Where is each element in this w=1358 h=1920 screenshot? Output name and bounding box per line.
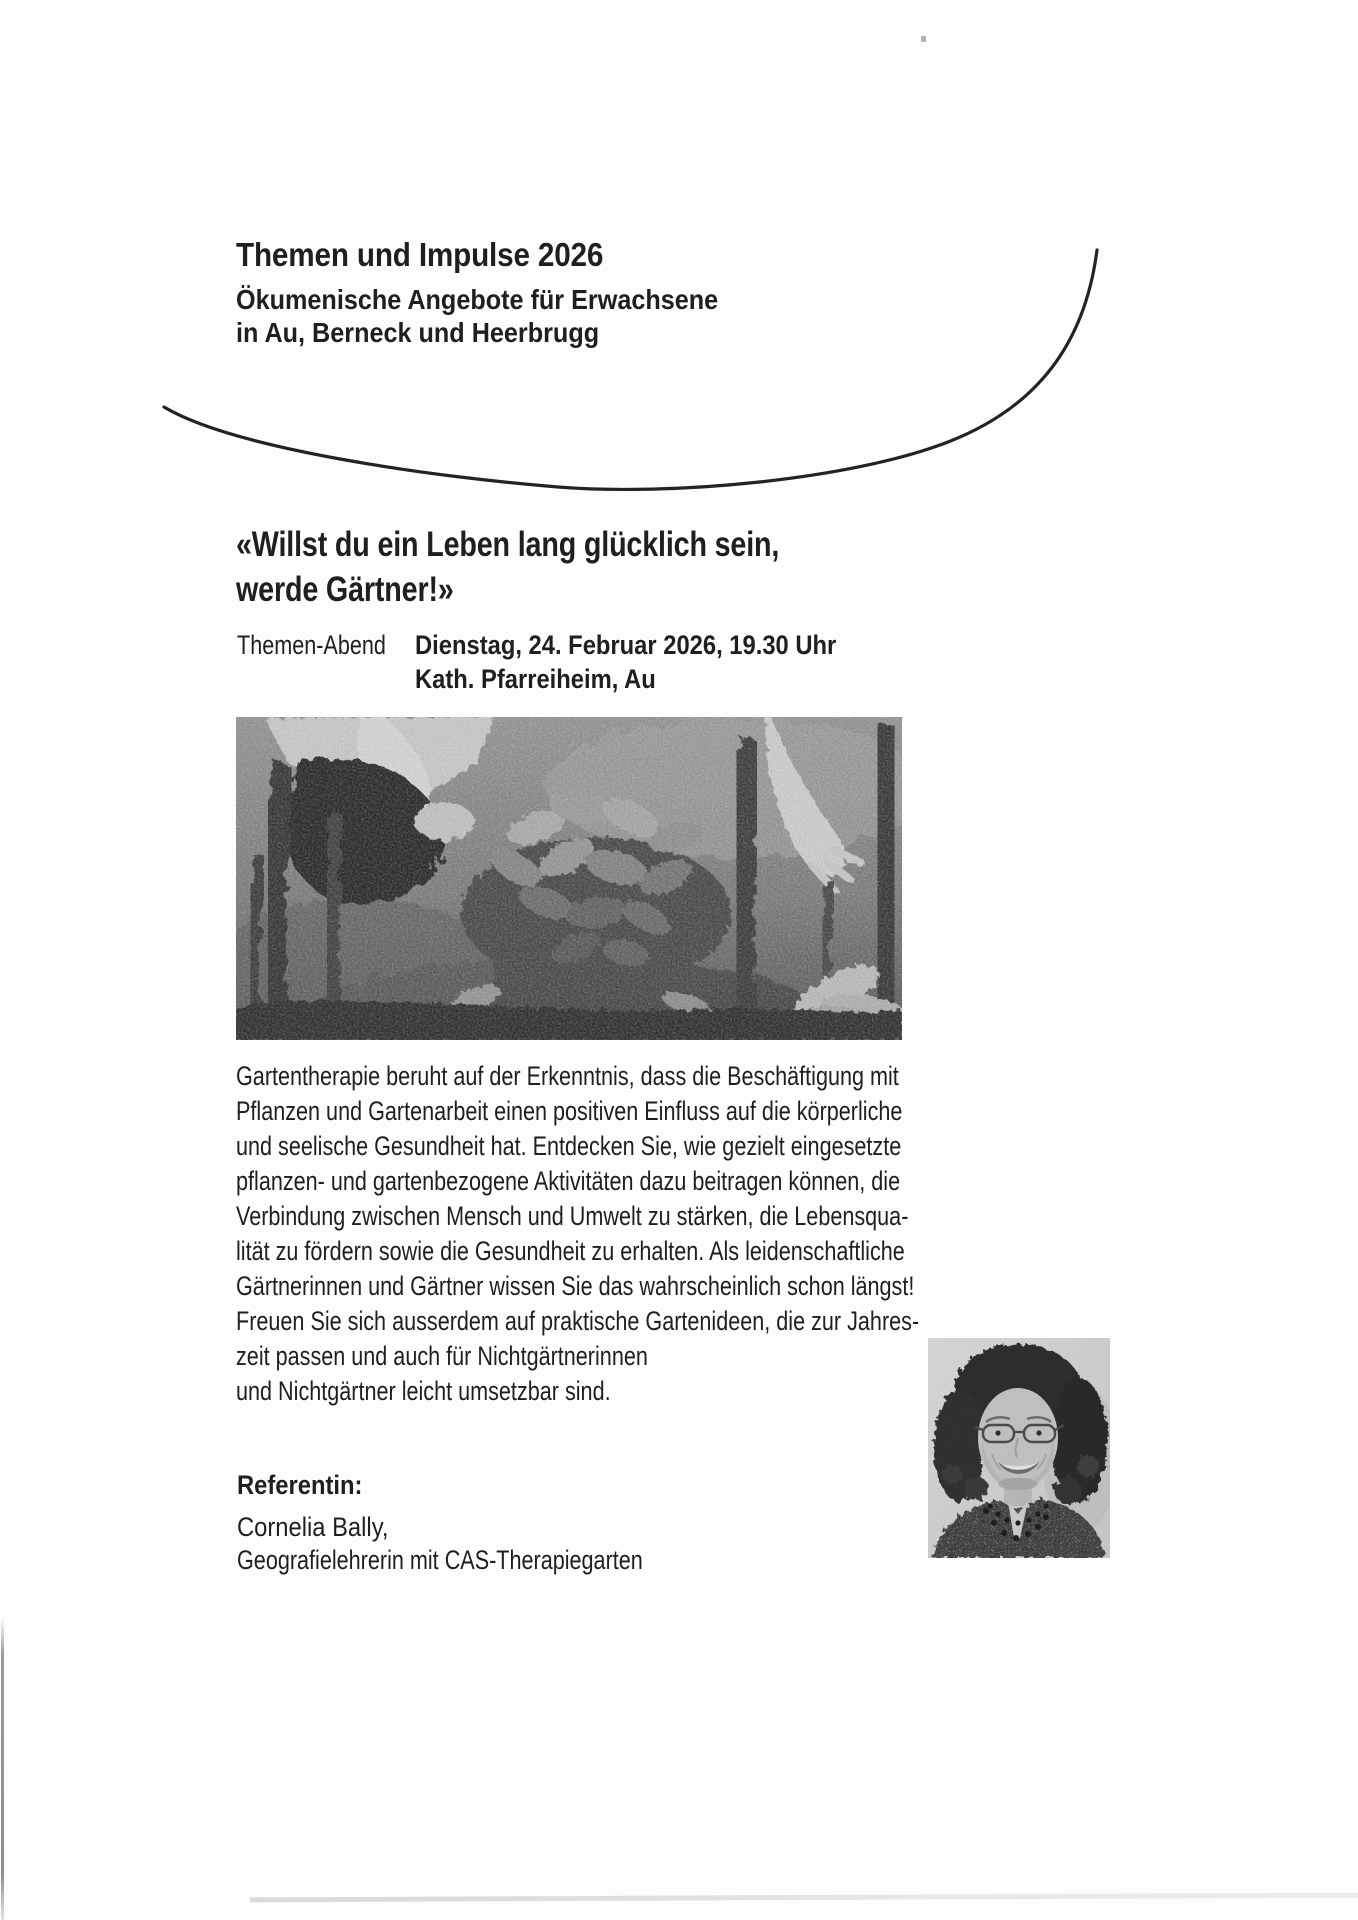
event-title: [236, 522, 898, 612]
portrait-photo-graphic: [928, 1338, 1110, 1558]
body-line-8: Freuen Sie sich ausserdem auf praktische Gartenideen, die zur Jahres-: [236, 1306, 920, 1336]
speaker-name: Cornelia Bally,: [237, 1512, 389, 1542]
header-subtitle-line1: Ökumenische Angebote für Erwachsene: [236, 284, 719, 315]
portrait-photo: [928, 1338, 1110, 1558]
body-line-6: lität zu fördern sowie die Gesundheit zu erhalten. Als leidenschaftliche: [236, 1236, 905, 1266]
body-line-7: Gärtnerinnen und Gärtner wissen Sie das wahrscheinlich schon längst!: [236, 1271, 915, 1301]
garden-photo: [236, 717, 902, 1040]
body-line-5: Verbindung zwischen Mensch und Umwelt zu stärken, die Lebensqua-: [236, 1201, 909, 1231]
body-line-2: Pflanzen und Gartenarbeit einen positiven Einfluss auf die körperliche: [236, 1096, 903, 1126]
body-line-1: Gartentherapie beruht auf der Erkenntnis, dass die Beschäftigung mit: [236, 1061, 899, 1091]
header-title-row: [236, 236, 644, 274]
body-line-9: zeit passen und auch für Nichtgärtnerinnen: [236, 1341, 648, 1371]
event-type-label: Themen-Abend: [237, 630, 386, 660]
garden-photo-graphic: [236, 717, 902, 1040]
event-title-line2: werde Gärtner!»: [236, 570, 454, 609]
header-subtitle-line2: in Au, Berneck und Heerbrugg: [236, 317, 600, 348]
scan-streak-artifact: [250, 1893, 1358, 1903]
event-date-location: [415, 628, 894, 696]
scan-speck-artifact: [921, 36, 926, 42]
body-line-3: und seelische Gesundheit hat. Entdecken Sie, wie gezielt eingesetzte: [236, 1131, 902, 1161]
speaker-heading: Referentin:: [237, 1470, 363, 1500]
event-datetime: Dienstag, 24. Februar 2026, 19.30 Uhr: [415, 630, 837, 660]
event-location: Kath. Pfarreiheim, Au: [415, 664, 656, 694]
header-title: Themen und Impulse 2026: [236, 236, 604, 273]
event-title-line1: «Willst du ein Leben lang glücklich sein,: [236, 525, 780, 564]
scan-edge-line-artifact: [1, 1618, 4, 1920]
header-subtitle: [236, 283, 772, 349]
speaker-credentials: Geografielehrerin mit CAS-Therapiegarten: [237, 1545, 643, 1575]
body-line-10: und Nichtgärtner leicht umsetzbar sind.: [236, 1376, 611, 1406]
body-line-4: pflanzen- und gartenbezogene Aktivitäten dazu beitragen können, die: [236, 1166, 901, 1196]
